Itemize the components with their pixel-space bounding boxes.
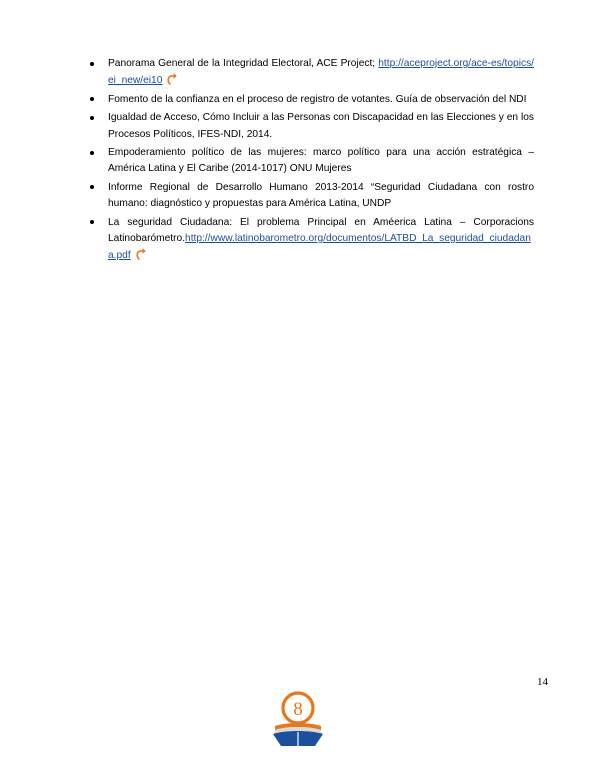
list-item xyxy=(86,215,534,265)
list-item-text: La seguridad Ciudadana: El problema Principal en Améerica Latina – Corporacions Latinobarómetro. xyxy=(108,216,534,245)
bullet-marker xyxy=(90,116,94,120)
bullet-marker xyxy=(90,185,94,189)
list-item xyxy=(86,92,534,108)
bullet-marker xyxy=(90,62,94,66)
footer-logo xyxy=(267,688,329,750)
svg-text:8: 8 xyxy=(293,699,303,720)
list-item-text: Empoderamiento político de las mujeres: marco político para una acción estratégica – América Latina y El Caribe (2014-1017) ONU Mujeres xyxy=(108,147,534,175)
list-item-text: Fomento de la confianza en el proceso de registro de votantes. Guía de observación del NDI xyxy=(108,93,527,105)
reference-list xyxy=(86,56,534,265)
list-item-text: Igualdad de Acceso, Cómo Incluir a las Personas con Discapacidad en las Elecciones y en los Procesos Políticos, IFES-NDI, 2014. xyxy=(108,112,534,140)
page-number: 14 xyxy=(537,676,548,688)
bullet-marker xyxy=(90,220,94,224)
list-item xyxy=(86,145,534,178)
list-item-text: Informe Regional de Desarrollo Humano 2013-2014 “Seguridad Ciudadana con rostro humano: diagnóstico y propuestas para América Latina, UNDP xyxy=(108,181,534,210)
curved-arrow-icon xyxy=(166,72,180,86)
list-item xyxy=(86,180,534,213)
list-item xyxy=(86,56,534,90)
bullet-marker xyxy=(90,151,94,155)
list-item xyxy=(86,110,534,143)
reference-list-container xyxy=(86,56,534,267)
bullet-marker xyxy=(90,97,94,101)
reference-link[interactable]: http://aceproject.org/ace-es/topics/ei_new/ei10 xyxy=(108,58,534,87)
curved-arrow-icon xyxy=(135,247,149,261)
reference-link[interactable]: http://www.latinobarometro.org/documentos/LATBD_La_seguridad_ciudadana.pdf xyxy=(108,233,531,262)
list-item-text: Panorama General de la Integridad Electoral, ACE Project; xyxy=(108,58,379,69)
